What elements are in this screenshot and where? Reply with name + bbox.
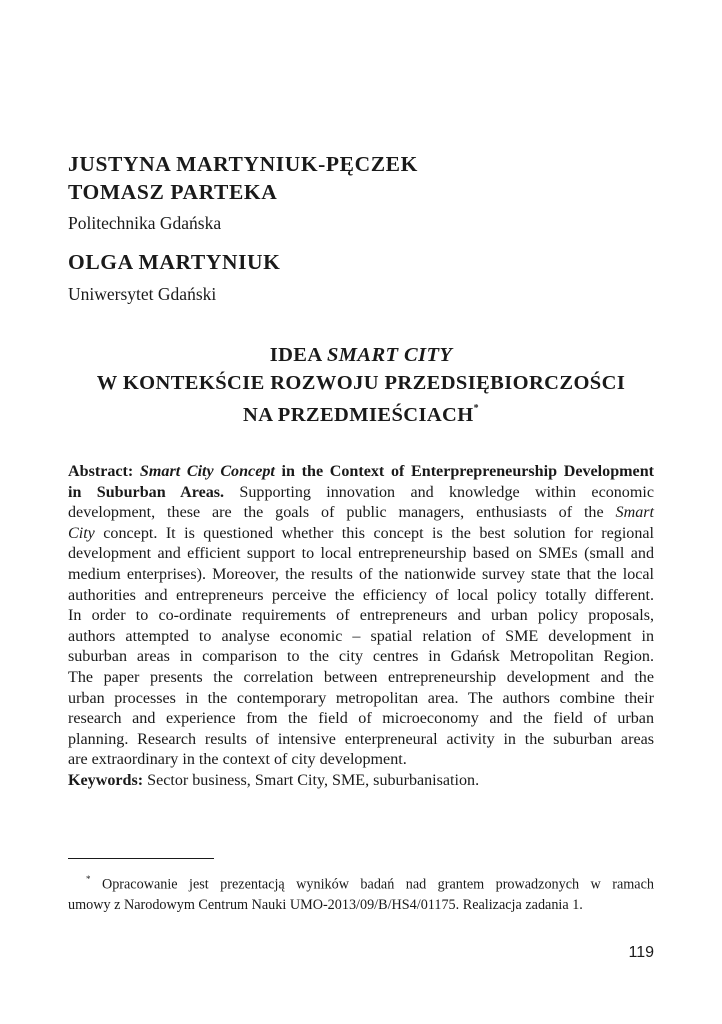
abstract-line: authorities and entrepreneurs perceive the efficiency of local policy totally different. bbox=[68, 586, 654, 604]
abstract-line: authors attempted to analyse economic – spatial relation of SME development in bbox=[68, 627, 654, 645]
abstract bbox=[68, 462, 654, 792]
abstract-text: Supporting innovation and knowledge within economic bbox=[224, 483, 654, 501]
author-name-3: OLGA MARTYNIUK bbox=[68, 250, 281, 274]
abstract-label: Abstract: bbox=[68, 463, 134, 480]
abstract-line: urban processes in the contemporary metropolitan area. The authors combine their bbox=[68, 689, 654, 707]
abstract-line: are extraordinary in the context of city development. bbox=[68, 751, 407, 769]
footnote-mark: * bbox=[86, 874, 91, 884]
keywords-label: Keywords: bbox=[68, 771, 144, 789]
title-line-3 bbox=[68, 397, 654, 429]
abstract-line: The paper presents the correlation between entrepreneurship development and the bbox=[68, 668, 654, 686]
keywords-line bbox=[68, 771, 654, 792]
title-line-1 bbox=[68, 341, 654, 369]
title-italic: SMART CITY bbox=[326, 344, 453, 366]
affiliation-1: Politechnika Gdańska bbox=[68, 213, 222, 233]
abstract-line bbox=[68, 483, 654, 504]
abstract-text: concept. It is questioned whether this concept is the best solution for regional bbox=[94, 524, 654, 542]
title-prefix: IDEA bbox=[269, 344, 327, 366]
abstract-heading-rest: in the Context of Enterprepreneurship Development bbox=[274, 463, 655, 480]
footnote-divider bbox=[68, 858, 214, 859]
title-footnote-mark: * bbox=[473, 403, 480, 414]
keywords-text: Sector business, Smart City, SME, suburbanisation. bbox=[143, 771, 480, 789]
paper-page bbox=[68, 0, 654, 1024]
abstract-line: research and experience from the field of microeconomy and the field of urban bbox=[68, 710, 654, 728]
footnote bbox=[68, 870, 654, 915]
abstract-line bbox=[68, 524, 654, 545]
abstract-line bbox=[68, 503, 654, 524]
title-line-3-text: NA PRZEDMIEŚCIACH bbox=[242, 403, 474, 426]
abstract-heading-italic: Smart City Concept bbox=[139, 463, 275, 480]
abstract-line: planning. Research results of intensive enterpreneural activity in the suburban areas bbox=[68, 730, 654, 748]
abstract-line: medium enterprises). Moreover, the results of the nationwide survey state that the local bbox=[68, 565, 654, 583]
affiliation-2: Uniwersytet Gdański bbox=[68, 284, 217, 304]
paper-title bbox=[68, 341, 654, 429]
footnote-line-2: umowy z Narodowym Centrum Nauki UMO-2013/09/B/HS4/01175. Realizacja zadania 1. bbox=[68, 896, 583, 913]
abstract-line: development and efficient support to local entrepreneurship based on SMEs (small and bbox=[68, 545, 654, 563]
abstract-line bbox=[68, 462, 654, 483]
abstract-heading-rest-2: in Suburban Areas. bbox=[68, 483, 225, 501]
abstract-italic: City bbox=[68, 524, 95, 542]
author-name-1: JUSTYNA MARTYNIUK-PĘCZEK bbox=[68, 152, 418, 176]
abstract-line: suburban areas in comparison to the city centres in Gdańsk Metropolitan Region. bbox=[68, 648, 654, 666]
footnote-line-1 bbox=[68, 870, 654, 895]
abstract-text: development, these are the goals of public managers, enthusiasts of the bbox=[68, 504, 616, 522]
abstract-italic: Smart bbox=[615, 504, 654, 522]
title-line-2: W KONTEKŚCIE ROZWOJU PRZEDSIĘBIORCZOŚCI bbox=[96, 372, 626, 394]
page-number: 119 bbox=[628, 944, 654, 961]
abstract-line: In order to co-ordinate requirements of entrepreneurs and urban policy proposals, bbox=[68, 607, 654, 625]
author-name-2: TOMASZ PARTEKA bbox=[68, 180, 278, 204]
footnote-text: Opracowanie jest prezentacją wyników badań nad grantem prowadzonych w ramach bbox=[90, 876, 654, 893]
